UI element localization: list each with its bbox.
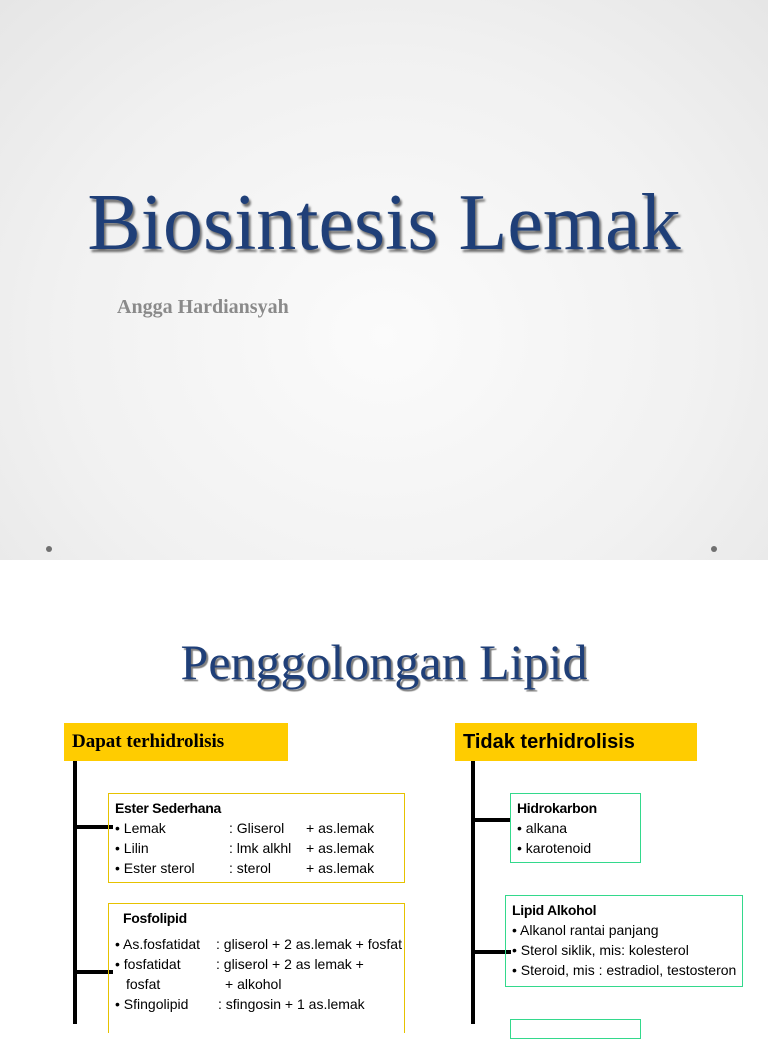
branch-line-ester <box>73 825 113 829</box>
list-item <box>115 838 398 858</box>
hidrokarbon-box <box>510 793 641 863</box>
list-item <box>115 954 398 974</box>
item-formula: : gliserol + 2 as lemak + <box>216 956 364 972</box>
item-name: • fosfatidat <box>115 956 181 972</box>
list-item <box>115 994 398 1014</box>
header-non-hydrolyzable: Tidak terhidrolisis <box>455 723 697 761</box>
item-formula: : sfingosin + 1 as.lemak <box>218 996 365 1012</box>
item-component: + as.lemak <box>306 860 375 876</box>
lipid-alkohol-box <box>505 895 743 987</box>
item-component: + as.lemak <box>306 840 375 856</box>
list-item <box>115 818 398 838</box>
item-name: • Sfingolipid <box>115 996 189 1012</box>
ester-sederhana-box <box>108 793 405 883</box>
list-item: • alkana <box>517 820 568 836</box>
branch-line-fosfolipid <box>73 970 113 974</box>
next-category-box <box>510 1019 641 1039</box>
list-item: • Sterol siklik, mis: kolesterol <box>512 942 689 958</box>
list-item <box>115 974 398 994</box>
item-formula: : sterol <box>229 860 272 876</box>
box-title: Lipid Alkohol <box>512 902 597 918</box>
bullet-dot-right <box>711 546 717 552</box>
item-component: + as.lemak <box>306 820 375 836</box>
item-formula: + alkohol <box>225 976 282 992</box>
item-formula: : Gliserol <box>229 820 285 836</box>
item-name: • Ester sterol <box>115 860 195 876</box>
tree-line-left <box>73 761 77 1024</box>
tree-line-right <box>471 761 475 1024</box>
item-name: • Lilin <box>115 840 149 856</box>
classification-slide <box>0 560 768 1024</box>
item-formula: : gliserol + 2 as.lemak + fosfat <box>216 936 402 952</box>
item-name: • Lemak <box>115 820 166 836</box>
box-title: Ester Sederhana <box>115 800 221 816</box>
item-name: • As.fosfatidat <box>115 936 201 952</box>
slide-title: Penggolongan Lipid <box>180 634 588 690</box>
slide-title: Biosintesis Lemak <box>87 179 681 267</box>
item-formula: : lmk alkhl <box>229 840 292 856</box>
box-title: Hidrokarbon <box>517 800 597 816</box>
box-title: Fosfolipid <box>123 910 187 926</box>
list-item: • karotenoid <box>517 840 592 856</box>
list-item: • Steroid, mis : estradiol, testosteron <box>512 962 737 978</box>
list-item <box>115 858 398 878</box>
item-name: fosfat <box>126 976 161 992</box>
list-item <box>115 934 402 954</box>
bullet-dot-left <box>46 546 52 552</box>
list-item: • Alkanol rantai panjang <box>512 922 659 938</box>
branch-line-hidrokarbon <box>471 818 511 822</box>
author-name: Angga Hardiansyah <box>117 296 289 318</box>
fosfolipid-box <box>108 903 405 1033</box>
header-hydrolyzable: Dapat terhidrolisis <box>64 723 288 761</box>
